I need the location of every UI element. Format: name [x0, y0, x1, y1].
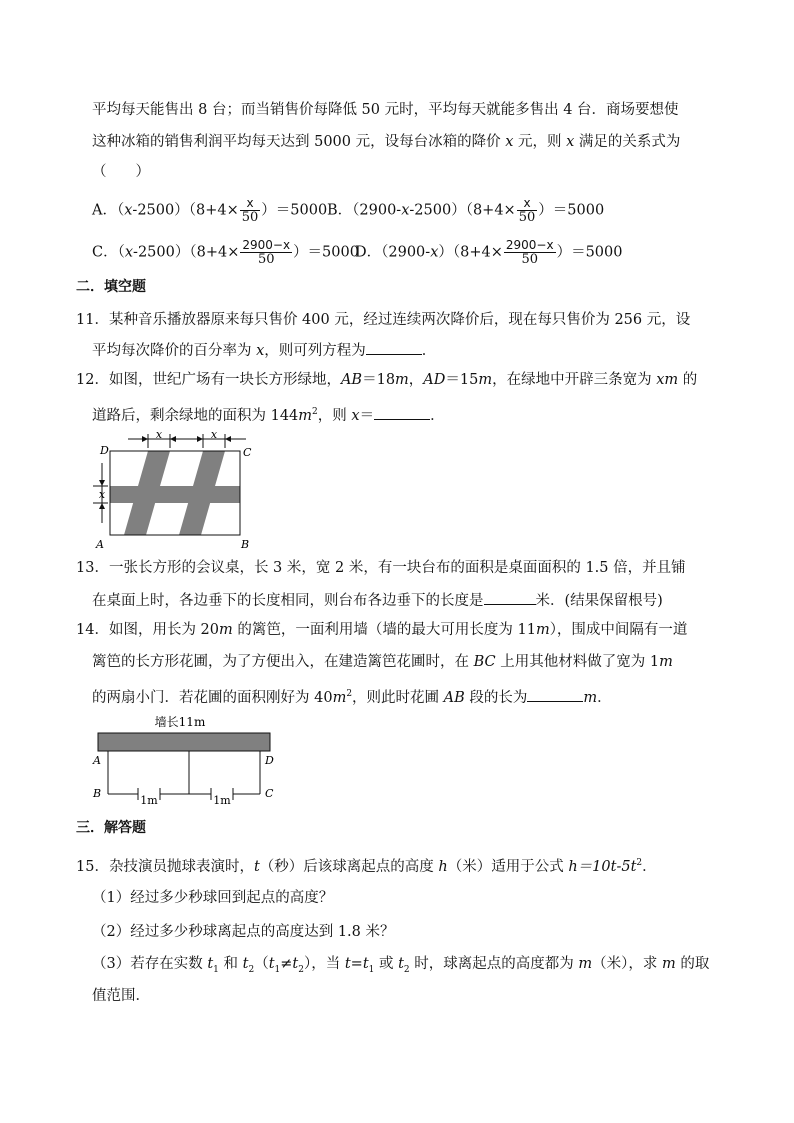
q14-text: 篱笆的长方形花圃，为了方便出入，在建造篱笆花圃时，在	[92, 654, 474, 670]
q12-line1	[76, 370, 697, 390]
section-heading: 三．解答题	[76, 820, 146, 836]
q15-text: ．	[642, 858, 657, 875]
q14-line3	[92, 684, 612, 708]
vertex-label: A	[96, 538, 104, 551]
q11-line1	[76, 310, 690, 330]
option-text: ）＝5000	[556, 244, 623, 261]
vertex-label: C	[243, 446, 252, 459]
variable: xm	[656, 372, 679, 388]
fraction-numerator: 2900−x	[242, 238, 291, 252]
variable: x	[566, 134, 575, 150]
variable: x	[256, 343, 265, 359]
q14-line1	[76, 620, 687, 640]
answer-blank	[527, 687, 583, 702]
option-text: ）＝5000	[538, 202, 605, 219]
option-text: -2500）（8+4×	[132, 202, 239, 219]
q14-text: ），围成中间隔有一道	[549, 622, 688, 638]
q10-text: 平均每天能售出 8 台；而当销售价每降低 50 元时，平均每天就能多售出 4 台．商场要想使	[92, 102, 679, 118]
variable: x	[351, 407, 360, 424]
q15-text: （米），求	[592, 956, 662, 972]
q15-text: 或	[374, 956, 399, 972]
answer-blank	[374, 405, 430, 420]
fraction	[240, 196, 261, 225]
q12-text: ，则	[317, 407, 352, 424]
option-text: C．（	[92, 244, 125, 261]
fraction-numerator: x	[517, 196, 538, 211]
variable: t	[207, 956, 214, 972]
q10-line1	[92, 100, 679, 120]
q14-text: 的篱笆，一面利用墙（墙的最大可用长度为 11	[232, 622, 536, 638]
option-text: -2500）（8+4×	[409, 202, 516, 219]
wall-label: 墙长11m	[154, 715, 206, 729]
formula: h＝10t-5t	[568, 858, 637, 875]
door-label: 1m	[213, 794, 231, 807]
q14-text: 上用其他材料做了宽为 1	[495, 654, 660, 670]
variable: t	[253, 858, 260, 875]
q15-part3-continued: 值范围．	[92, 988, 150, 1004]
vertex-label: B	[241, 538, 250, 551]
variable: t	[268, 956, 275, 972]
dimension-label: x	[155, 428, 163, 441]
variable: t	[344, 956, 351, 972]
dimension-label: x	[98, 488, 106, 501]
subscript: 1	[368, 964, 375, 975]
option-text: ）＝5000	[293, 244, 359, 261]
q14-text: ，则此时花圃	[352, 689, 444, 706]
fraction-denominator: 50	[241, 210, 259, 225]
q13-text: 13．一张长方形的会议桌，长 3 米，宽 2 米，有一块台布的面积是桌面面积的 1.5 倍，并且铺	[76, 560, 686, 576]
variable: x	[124, 244, 134, 261]
q13-text: 在桌面上时，各边垂下的长度相同，则台布各边垂下的长度是	[92, 593, 484, 609]
variable: t	[362, 956, 369, 972]
unit: m	[478, 372, 493, 388]
figure-road-layout	[88, 428, 268, 553]
q15-text: （秒）后该球离起点的高度	[259, 858, 439, 875]
unit: m	[332, 689, 347, 706]
q10-line2	[92, 132, 680, 152]
q14-text: 14．如图，用长为 20	[76, 622, 220, 638]
unit: m	[298, 407, 313, 424]
option-text: B．（2900-	[327, 202, 402, 219]
q15-text: 和	[218, 956, 243, 972]
vertex-label: A	[93, 754, 101, 767]
superscript: 2	[636, 858, 643, 868]
option-text: ）＝5000	[261, 202, 328, 219]
variable: t	[398, 956, 404, 972]
wall	[98, 733, 270, 751]
option-text: A．（	[92, 202, 125, 219]
subscript: 1	[274, 964, 281, 975]
segment-label: BC	[473, 654, 496, 670]
q14-line2	[92, 652, 673, 672]
q15-part2: （2）经过多少秒球离起点的高度达到 1.8 米？	[92, 924, 395, 940]
section-heading: 二．填空题	[76, 279, 146, 295]
q15-text: （	[254, 956, 269, 972]
q10-option-d	[355, 238, 622, 267]
variable: x	[505, 134, 514, 150]
variable: t	[292, 956, 299, 972]
vertex-label: D	[265, 754, 274, 767]
q15-part3	[92, 954, 709, 980]
q15-text: 15．杂技演员抛球表演时，	[76, 858, 254, 875]
q13-line2	[92, 590, 663, 611]
q12-text: 12．如图，世纪广场有一块长方形绿地，	[76, 372, 341, 388]
q10-text: 这种冰箱的销售利润平均每天达到 5000 元，设每台冰箱的降价	[92, 134, 506, 150]
q10-option-c	[92, 238, 359, 267]
q15-text: ），当	[303, 956, 345, 972]
q10-option-b	[327, 196, 604, 225]
dimension-label: x	[210, 428, 218, 441]
unit: m	[395, 372, 409, 388]
q15-part1: （1）经过多少秒球回到起点的高度？	[92, 890, 334, 906]
variable: m	[578, 956, 593, 972]
fraction-numerator: 2900−x	[505, 238, 554, 252]
unit: m	[535, 622, 550, 638]
q15-text: 时，球离起点的高度都为	[409, 956, 579, 972]
door-label: 1m	[140, 794, 158, 807]
fraction-numerator: x	[240, 196, 261, 211]
q10-text: 元，则	[513, 134, 567, 150]
variable: t	[242, 956, 249, 972]
q10-answer-paren	[92, 162, 150, 182]
q15-text: （3）若存在实数	[92, 956, 208, 972]
q15-text: =	[350, 956, 363, 972]
q10-text: 满足的关系式为	[574, 134, 681, 150]
unit: m	[659, 654, 673, 670]
q12-text: ．	[430, 407, 445, 424]
q11-text: 11．某种音乐播放器原来每只售价 400 元，经过连续两次降价后，现在每只售价为 256 元，设	[76, 312, 691, 328]
q10-option-a	[92, 196, 327, 225]
segment-label: AB	[443, 689, 465, 706]
q12-text: 道路后，剩余绿地的面积为 144	[92, 407, 299, 424]
fraction-denominator: 50	[518, 210, 536, 225]
q14-text: 的两扇小门．若花圃的面积刚好为 40	[92, 689, 333, 706]
variable: m	[661, 956, 676, 972]
variable: h	[438, 858, 448, 875]
q12-line2	[92, 402, 445, 426]
q12-text: ＝15	[445, 372, 479, 388]
segment-label: AD	[423, 372, 446, 388]
q13-text: 米．(结果保留根号)	[535, 593, 663, 609]
subscript: 2	[248, 964, 255, 975]
variable: x	[124, 202, 133, 219]
q11-text: 平均每次降价的百分率为	[92, 343, 257, 359]
horizontal-road	[110, 486, 240, 503]
answer-blank	[366, 340, 422, 355]
superscript: 2	[312, 407, 318, 417]
fraction	[240, 238, 292, 267]
subscript: 1	[213, 964, 219, 975]
q12-text: ＝	[359, 407, 375, 424]
figure-garden-fence	[88, 712, 288, 812]
segment-label: AB	[340, 372, 363, 388]
q14-text: 段的长为	[464, 689, 528, 706]
superscript: 2	[346, 689, 353, 699]
fraction-denominator: 50	[257, 252, 275, 267]
q14-text: ．	[597, 689, 612, 706]
unit: m	[219, 622, 233, 638]
vertex-label: D	[100, 444, 109, 457]
option-text: ）（8+4×	[438, 244, 503, 261]
vertex-label: C	[265, 787, 274, 800]
q12-text: ，	[408, 372, 424, 388]
q11-text: ．	[421, 343, 437, 359]
answer-paren: （ ）	[92, 164, 150, 180]
q15-text: 的取	[675, 956, 710, 972]
fraction	[504, 238, 556, 267]
subscript: 2	[403, 964, 410, 975]
option-text: D．（2900-	[355, 244, 431, 261]
q11-line2	[92, 340, 436, 361]
fraction-denominator: 50	[521, 252, 538, 267]
q15-text: （米）适用于公式	[447, 858, 569, 875]
variable: x	[401, 202, 410, 219]
q12-text: ，在绿地中开辟三条宽为	[492, 372, 657, 388]
variable: x	[430, 244, 439, 261]
q13-line1	[76, 558, 686, 578]
q12-text: 的	[678, 372, 698, 388]
vertex-label: B	[93, 787, 102, 800]
unit: m	[583, 689, 598, 706]
fraction	[517, 196, 538, 225]
option-text: -2500）（8+4×	[133, 244, 240, 261]
q12-text: ＝18	[362, 372, 396, 388]
subscript: 2	[298, 964, 304, 975]
q15-text: ≠	[280, 956, 293, 972]
q11-text: ，则可列方程为	[264, 343, 366, 359]
answer-blank	[484, 590, 536, 605]
q15-line1	[76, 853, 657, 877]
